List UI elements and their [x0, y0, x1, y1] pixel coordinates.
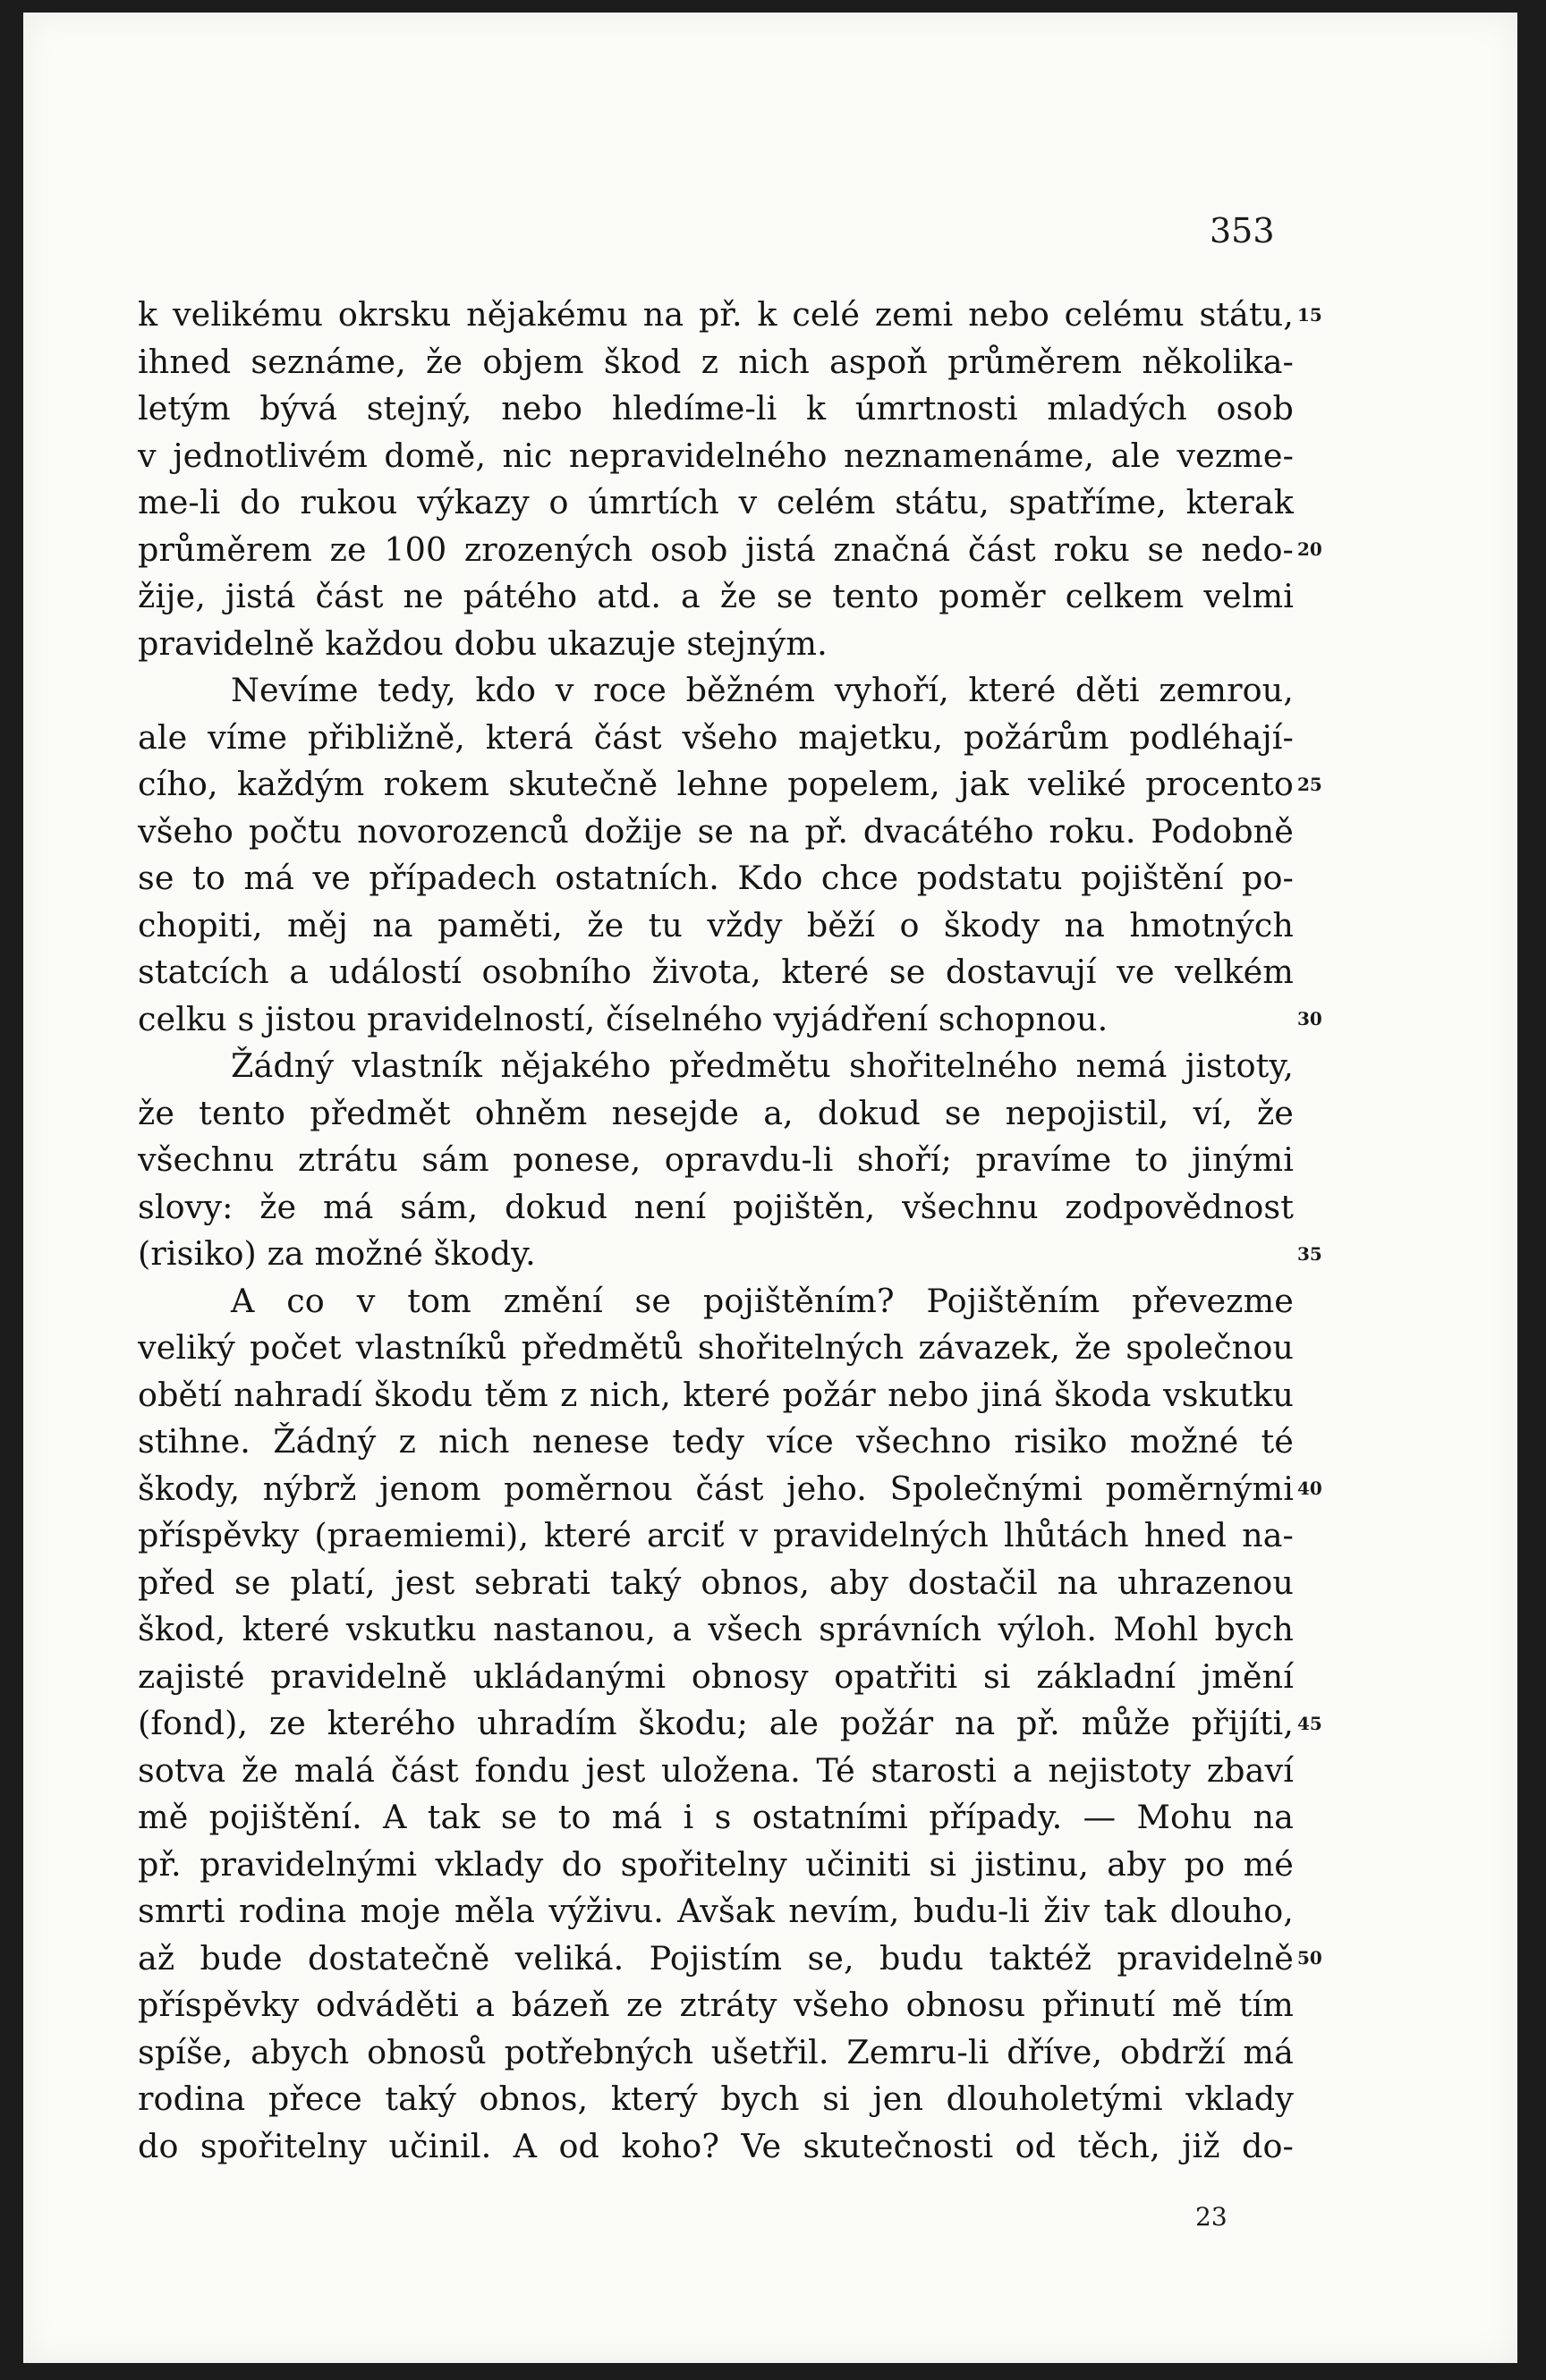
text-line: Nevíme tedy, kdo v roce běžném vyhoří, které děti zemrou, [231, 671, 1294, 709]
margin-number: 25 [1297, 774, 1322, 795]
text-line: před se platí, jest sebrati taký obnos, aby dostačil na uhrazenou [138, 1563, 1294, 1602]
text-line: slovy: že má sám, dokud není pojištěn, všechnu zodpovědnost [138, 1187, 1294, 1226]
margin-number: 20 [1297, 538, 1322, 560]
book-page [23, 13, 1517, 2363]
margin-number: 50 [1297, 1947, 1322, 1969]
text-line: ihned seznáme, že objem škod z nich aspoň průměrem několika- [138, 342, 1294, 381]
text-line: chopiti, měj na paměti, že tu vždy běží o škody na hmotných [138, 905, 1294, 944]
text-line: všeho počtu novorozenců dožije se na př. dvacátého roku. Podobně [138, 811, 1294, 851]
text-line: příspěvky (praemiemi), které arciť v pravidelných lhůtách hned na- [138, 1516, 1294, 1554]
text-line: smrti rodina moje měla výživu. Avšak nevím, budu-li živ tak dlouho, [138, 1892, 1294, 1930]
text-line: letým bývá stejný, nebo hledíme-li k úmrtnosti mladých osob [138, 389, 1294, 428]
text-line: veliký počet vlastníků předmětů shořitelných závazek, že společnou [138, 1328, 1294, 1367]
text-line: žije, jistá část ne pátého atd. a že se tento poměr celkem velmi [138, 577, 1294, 615]
text-line: škod, které vskutku nastanou, a všech správních výloh. Mohl bych [138, 1610, 1294, 1648]
text-line: průměrem ze 100 zrozených osob jistá značná část roku se nedo- [138, 529, 1294, 569]
text-line: všechnu ztrátu sám ponese, opravdu-li shoří; pravíme to jinými [138, 1140, 1294, 1179]
margin-number: 30 [1297, 1008, 1322, 1029]
text-line: celku s jistou pravidelností, číselného vyjádření schopnou. [138, 999, 1109, 1038]
text-line: Žádný vlastník nějakého předmětu shořitelného nemá jistoty, [231, 1046, 1294, 1085]
text-line: že tento předmět ohněm nesejde a, dokud se nepojistil, ví, že [138, 1093, 1294, 1132]
text-line: spíše, abych obnosů potřebných ušetřil. Zemru-li dříve, obdrží má [138, 2032, 1294, 2071]
text-line: příspěvky odváděti a bázeň ze ztráty všeho obnosu přinutí mě tím [138, 1986, 1294, 2024]
text-line: (risiko) za možné škody. [138, 1234, 536, 1273]
margin-number: 45 [1297, 1713, 1322, 1734]
text-line: k velikému okrsku nějakému na př. k celé zemi nebo celému státu, [138, 295, 1294, 334]
text-line: obětí nahradí škodu těm z nich, které požár nebo jiná škoda vskutku [138, 1375, 1294, 1414]
margin-number: 40 [1297, 1478, 1322, 1499]
body-text [138, 292, 1294, 2170]
text-line: rodina přece taký obnos, který bych si jen dlouholetými vklady [138, 2079, 1294, 2118]
text-line: (fond), ze kterého uhradím škodu; ale požár na př. může přijíti, [138, 1704, 1294, 1742]
text-line: mě pojištění. A tak se to má i s ostatními případy. — Mohu na [138, 1798, 1294, 1836]
text-line: me-li do rukou výkazy o úmrtích v celém státu, spatříme, kterak [138, 483, 1294, 521]
text-line: zajisté pravidelně ukládanými obnosy opatřiti si základní jmění [138, 1656, 1294, 1696]
text-line: v jednotlivém domě, nic nepravidelného neznamenáme, ale vezme- [138, 436, 1294, 475]
text-line: škody, nýbrž jenom poměrnou část jeho. Společnými poměrnými [138, 1469, 1294, 1508]
text-line: se to má ve případech ostatních. Kdo chce podstatu pojištění po- [138, 859, 1294, 897]
margin-number: 15 [1297, 304, 1322, 326]
text-line: pravidelně každou dobu ukazuje stejným. [138, 623, 828, 663]
text-line: do spořitelny učinil. A od koho? Ve skutečnosti od těch, již do- [138, 2126, 1294, 2165]
text-line: ale víme přibližně, která část všeho majetku, požárům podléhají- [138, 717, 1294, 757]
text-line: sotva že malá část fondu jest uložena. Té starosti a nejistoty zbaví [138, 1750, 1294, 1790]
signature-mark: 23 [1195, 2202, 1227, 2232]
text-line: A co v tom změní se pojištěním? Pojištěním převezme [231, 1281, 1294, 1320]
text-line: cího, každým rokem skutečně lehne popelem, jak veliké procento [138, 765, 1294, 803]
text-line: př. pravidelnými vklady do spořitelny učiniti si jistinu, aby po mé [138, 1844, 1294, 1884]
margin-number: 35 [1297, 1243, 1322, 1265]
text-line: až bude dostatečně veliká. Pojistím se, budu taktéž pravidelně [138, 1938, 1294, 1978]
page-number: 353 [1210, 211, 1275, 250]
text-line: statcích a událostí osobního života, které se dostavují ve velkém [138, 953, 1294, 991]
text-line: stihne. Žádný z nich nenese tedy více všechno risiko možné té [138, 1422, 1294, 1461]
